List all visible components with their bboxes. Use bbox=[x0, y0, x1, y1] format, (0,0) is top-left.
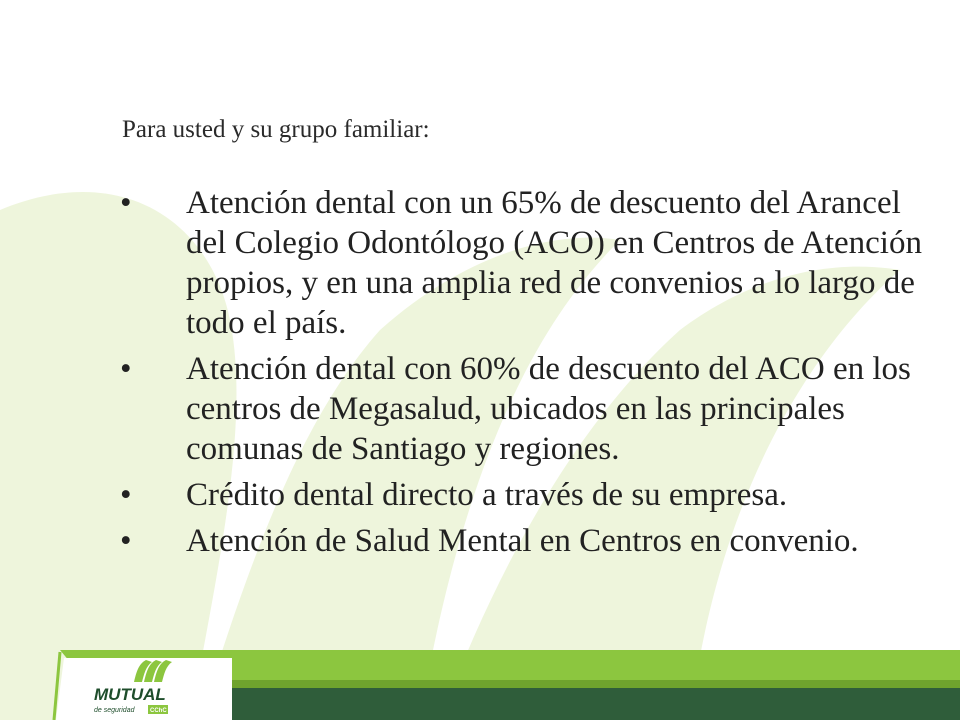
bullet-marker: • bbox=[120, 185, 132, 221]
bullet-item bbox=[0, 521, 960, 561]
bullet-marker: • bbox=[120, 351, 132, 387]
bullet-item bbox=[0, 183, 960, 343]
bullet-text: Atención de Salud Mental en Centros en convenio. bbox=[186, 523, 859, 559]
bullet-marker: • bbox=[120, 523, 132, 559]
bullet-text: Crédito dental directo a través de su empresa. bbox=[186, 477, 788, 513]
bullet-list bbox=[0, 183, 960, 567]
logo-name: MUTUAL bbox=[94, 685, 166, 704]
bullet-text: Atención dental con un 65% de descuento del Arancel del Colegio Odontólogo (ACO) en Centros de Atención propios, y en una amplia red de convenios a lo largo de todo el país. bbox=[186, 185, 922, 341]
logo-badge: CChC bbox=[150, 708, 167, 714]
bullet-item bbox=[0, 475, 960, 515]
bullet-marker: • bbox=[120, 477, 132, 513]
mutual-logo bbox=[86, 656, 216, 716]
intro-text: Para usted y su grupo familiar: bbox=[122, 116, 430, 143]
logo-subtitle: de seguridad bbox=[94, 707, 135, 714]
bullet-item bbox=[0, 349, 960, 469]
bullet-text: Atención dental con 60% de descuento del ACO en los centros de Megasalud, ubicados en las principales comunas de Santiago y regiones. bbox=[186, 351, 911, 467]
